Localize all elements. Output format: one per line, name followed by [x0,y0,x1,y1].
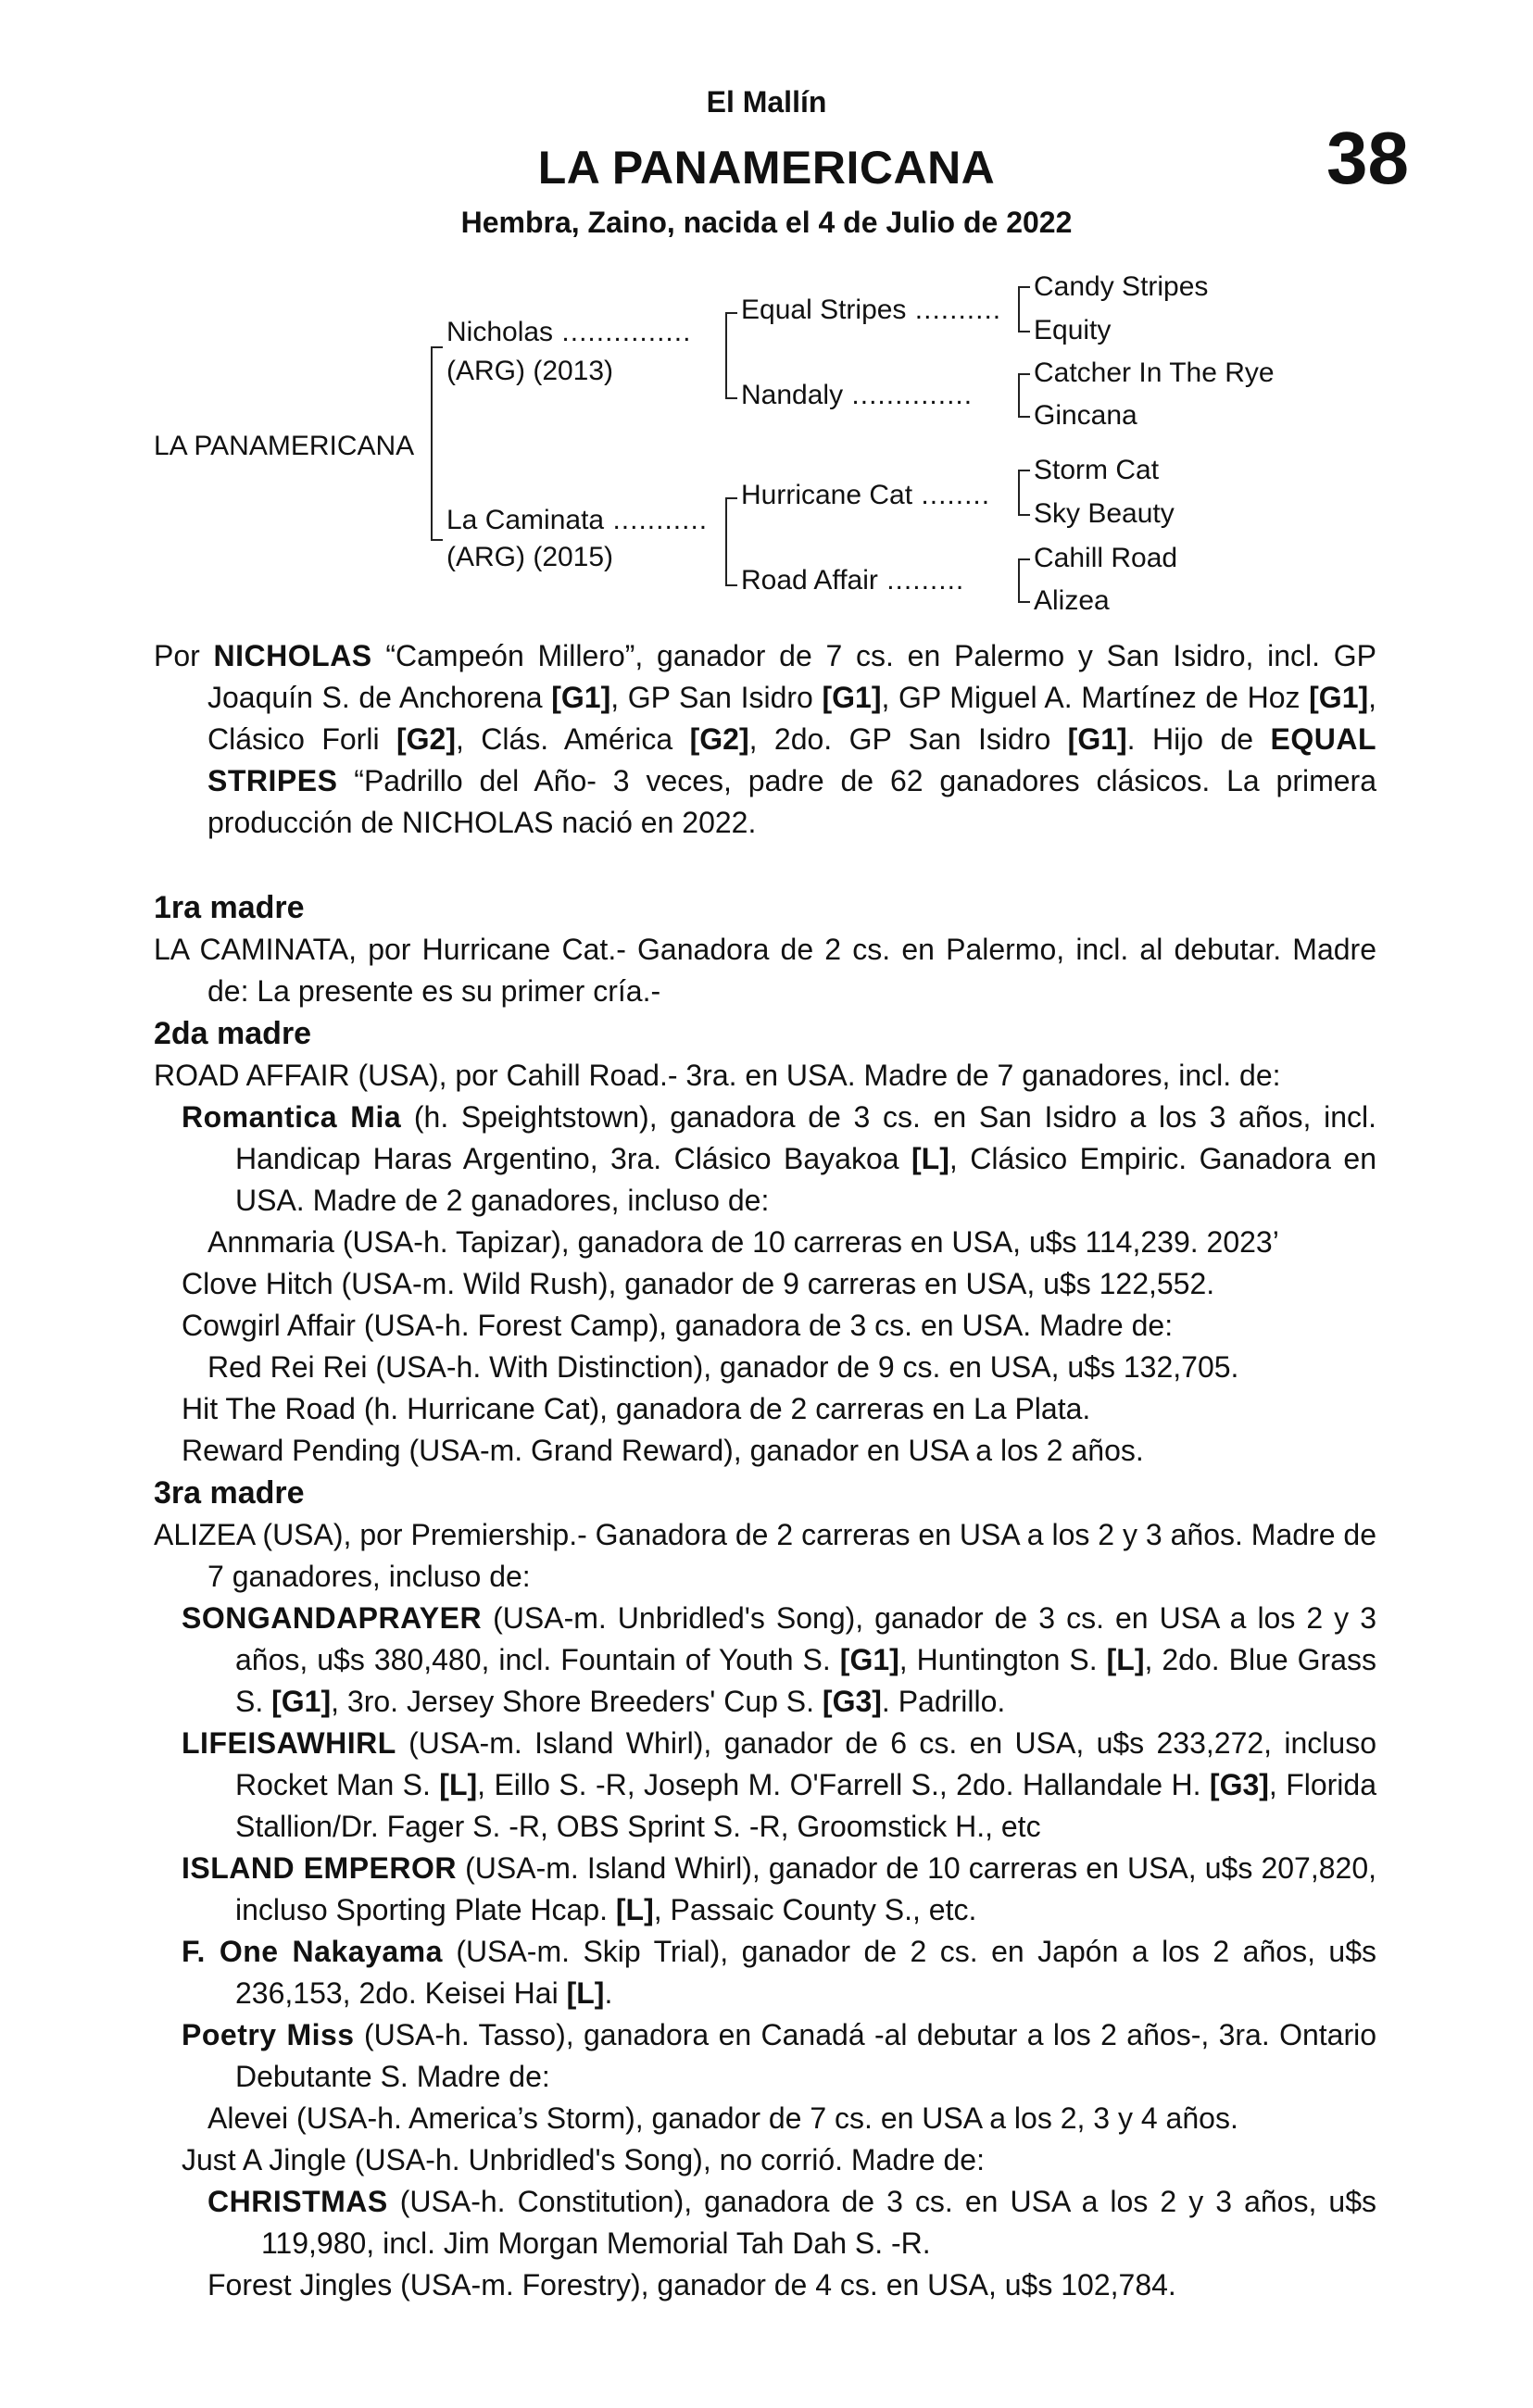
produce-entry: Annmaria (USA-h. Tapizar), ganadora de 10 carreras en USA, u$s 114,239. 2023’ [207,1225,1279,1259]
produce-name: Romantica Mia [182,1100,402,1134]
consignor-name: El Mallín [706,85,827,119]
second-dam-heading: 2da madre [154,1016,312,1051]
text: , Huntington S. [898,1643,1107,1676]
produce-name: Poetry Miss [182,2018,355,2051]
produce-entry: Reward Pending (USA-m. Grand Reward), ganador en USA a los 2 años. [182,1434,1144,1467]
pedigree-dam-dam [741,565,964,596]
grade-badge: [G3] [1209,1768,1269,1801]
pedigree-sire [446,317,691,348]
produce-name: F. One Nakayama [182,1935,443,1968]
pedigree-dam-sire-name: Hurricane Cat [741,480,913,510]
text: . Padrillo. [881,1685,1006,1718]
produce-entry [154,1848,1376,1931]
grade-badge: [G2] [396,722,456,756]
grade-badge: [G1] [822,681,882,714]
text: , 3ro. Jersey Shore Breeders' Cup S. [331,1685,823,1718]
catalogue-body [154,635,1376,2306]
pedigree-dd-sire: Cahill Road [1034,543,1178,573]
text: , 2do. Blue Grass S. [235,1643,1377,1718]
pedigree-dam-info: (ARG) (2015) [446,542,614,572]
text: , GP Miguel A. Martínez de Hoz [881,681,1310,714]
leader-dots: .............. [843,380,974,410]
first-dam-text: LA CAMINATA, por Hurricane Cat.- Ganadora de 2 cs. en Palermo, incl. al debutar. Madre de: La presente es su primer cría.- [154,933,1376,1008]
horse-description: Hembra, Zaino, nacida el 4 de Julio de 2022 [460,206,1073,239]
text: (USA-h. Tasso), ganadora en Canadá -al debutar a los 2 años-, 3ra. Ontario Debutante S. Madre de: [235,2018,1377,2093]
produce-entry [154,1723,1376,1848]
pedigree-subject: LA PANAMERICANA [154,431,415,461]
grade-badge: [G1] [271,1685,332,1718]
pedigree-sire-name: Nicholas [446,317,554,347]
grade-badge: [G1] [551,681,611,714]
produce-entry [154,1097,1376,1222]
pedigree-dam-name: La Caminata [446,505,605,535]
produce-entry: Alevei (USA-h. America’s Storm), ganador de 7 cs. en USA a los 2, 3 y 4 años. [207,2101,1238,2135]
produce-entry: Just A Jingle (USA-h. Unbridled's Song), no corrió. Madre de: [182,2143,985,2176]
lot-number: 38 [1326,117,1409,199]
grade-badge: [G1] [1309,681,1369,714]
text: (USA-m. Island Whirl), ganador de 6 cs. en USA, u$s 233,272, incluso Rocket Man S. [235,1726,1376,1801]
leader-dots: ......... [877,565,965,596]
produce-entry: Forest Jingles (USA-m. Forestry), ganador de 4 cs. en USA, u$s 102,784. [207,2268,1176,2301]
pedigree-sire-dam-name: Nandaly [741,380,844,410]
produce-entry [154,1598,1376,1723]
sire-sire-name: EQUAL STRIPES [207,722,1377,797]
leader-dots: ........... [604,505,709,535]
text: (USA-m. Unbridled's Song), ganador de 3 cs. en USA a los 2 y 3 años, u$s 380,480, incl. Fountain of Youth S. [235,1601,1376,1676]
pedigree-sd-dam: Gincana [1034,400,1137,431]
text: (h. Speightstown), ganadora de 3 cs. en San Isidro a los 3 años, incl. Handicap Haras Argentino, 3ra. Clásico Bayakoa [235,1100,1377,1175]
second-dam-intro: ROAD AFFAIR (USA), por Cahill Road.- 3ra. en USA. Madre de 7 ganadores, incl. de: [154,1059,1281,1092]
pedigree-sire-info: (ARG) (2013) [446,356,614,386]
text: . [604,1976,613,2010]
pedigree-sire-sire [741,295,1001,326]
horse-title: LA PANAMERICANA [537,142,996,194]
text: (USA-h. Constitution), ganadora de 3 cs. en USA a los 2 y 3 años, u$s 119,980, incl. Jim Morgan Memorial Tah Dah S. -R. [261,2185,1376,2260]
produce-entry [154,2014,1376,2098]
text: , 2do. GP San Isidro [748,722,1068,756]
pedigree-dam-dam-name: Road Affair [741,565,878,596]
produce-name: LIFEISAWHIRL [182,1726,396,1760]
produce-name: ISLAND EMPEROR [182,1851,458,1885]
text: , Clásico Empiric. Ganadora en USA. Madre de 2 ganadores, incluso de: [235,1142,1377,1217]
leader-dots: ............... [553,317,692,347]
grade-badge: [G2] [689,722,749,756]
pedigree-ss-dam: Equity [1034,315,1112,345]
produce-entry [154,2181,1376,2264]
leader-dots: ........ [912,480,991,510]
third-dam-heading: 3ra madre [154,1475,305,1511]
text: , GP San Isidro [610,681,823,714]
sire-paragraph [154,635,1376,844]
produce-entry: Clove Hitch (USA-m. Wild Rush), ganador de 9 carreras en USA, u$s 122,552. [182,1267,1215,1300]
grade-badge: [L] [615,1893,654,1926]
grade-badge: [L] [439,1768,478,1801]
produce-name: SONGANDAPRAYER [182,1601,483,1635]
text: Por [154,639,214,672]
text: , Passaic County S., etc. [653,1893,977,1926]
text: , Clás. América [455,722,690,756]
text: “Campeón Millero”, ganador de 7 cs. en Palermo y San Isidro, incl. GP Joaquín S. de Anchorena [207,639,1377,714]
pedigree-dd-dam: Alizea [1034,585,1110,616]
produce-entry: Hit The Road (h. Hurricane Cat), ganadora de 2 carreras en La Plata. [182,1392,1091,1425]
first-dam-heading: 1ra madre [154,890,305,925]
grade-badge: [L] [566,1976,605,2010]
produce-entry: Red Rei Rei (USA-h. With Distinction), ganador de 9 cs. en USA, u$s 132,705. [207,1350,1239,1384]
produce-name: CHRISTMAS [207,2185,388,2218]
grade-badge: [G1] [839,1643,899,1676]
pedigree-sire-dam [741,380,973,411]
pedigree-dam [446,505,708,536]
grade-badge: [G3] [822,1685,882,1718]
pedigree-ds-sire: Storm Cat [1034,455,1160,485]
pedigree-dam-sire [741,480,990,511]
text: , Eillo S. -R, Joseph M. O'Farrell S., 2do. Hallandale H. [477,1768,1210,1801]
produce-entry: Cowgirl Affair (USA-h. Forest Camp), ganadora de 3 cs. en USA. Madre de: [182,1309,1174,1342]
text: (USA-m. Skip Trial), ganador de 2 cs. en Japón a los 2 años, u$s 236,153, 2do. Keisei Hai [235,1935,1376,2010]
third-dam-intro: ALIZEA (USA), por Premiership.- Ganadora de 2 carreras en USA a los 2 y 3 años. Madre de 7 ganadores, incluso de: [154,1518,1376,1593]
grade-badge: [L] [911,1142,949,1175]
text: , Florida Stallion/Dr. Fager S. -R, OBS Sprint S. -R, Groomstick H., etc [235,1768,1377,1843]
grade-badge: [L] [1106,1643,1145,1676]
pedigree-ds-dam: Sky Beauty [1034,498,1175,529]
pedigree-sd-sire: Catcher In The Rye [1034,357,1275,388]
sire-name: NICHOLAS [213,639,372,672]
text: . Hijo de [1126,722,1271,756]
leader-dots: .......... [906,295,1002,325]
text: , Clásico Forli [207,681,1377,756]
pedigree-ss-sire: Candy Stripes [1034,271,1209,302]
text: “Padrillo del Año- 3 veces, padre de 62 ganadores clásicos. La primera producción de NICHOLAS nació en 2022. [207,764,1376,839]
pedigree-sire-sire-name: Equal Stripes [741,295,907,325]
produce-entry [154,1931,1376,2014]
grade-badge: [G1] [1067,722,1127,756]
text: (USA-m. Island Whirl), ganador de 10 carreras en USA, u$s 207,820, incluso Sporting Plate Hcap. [235,1851,1377,1926]
